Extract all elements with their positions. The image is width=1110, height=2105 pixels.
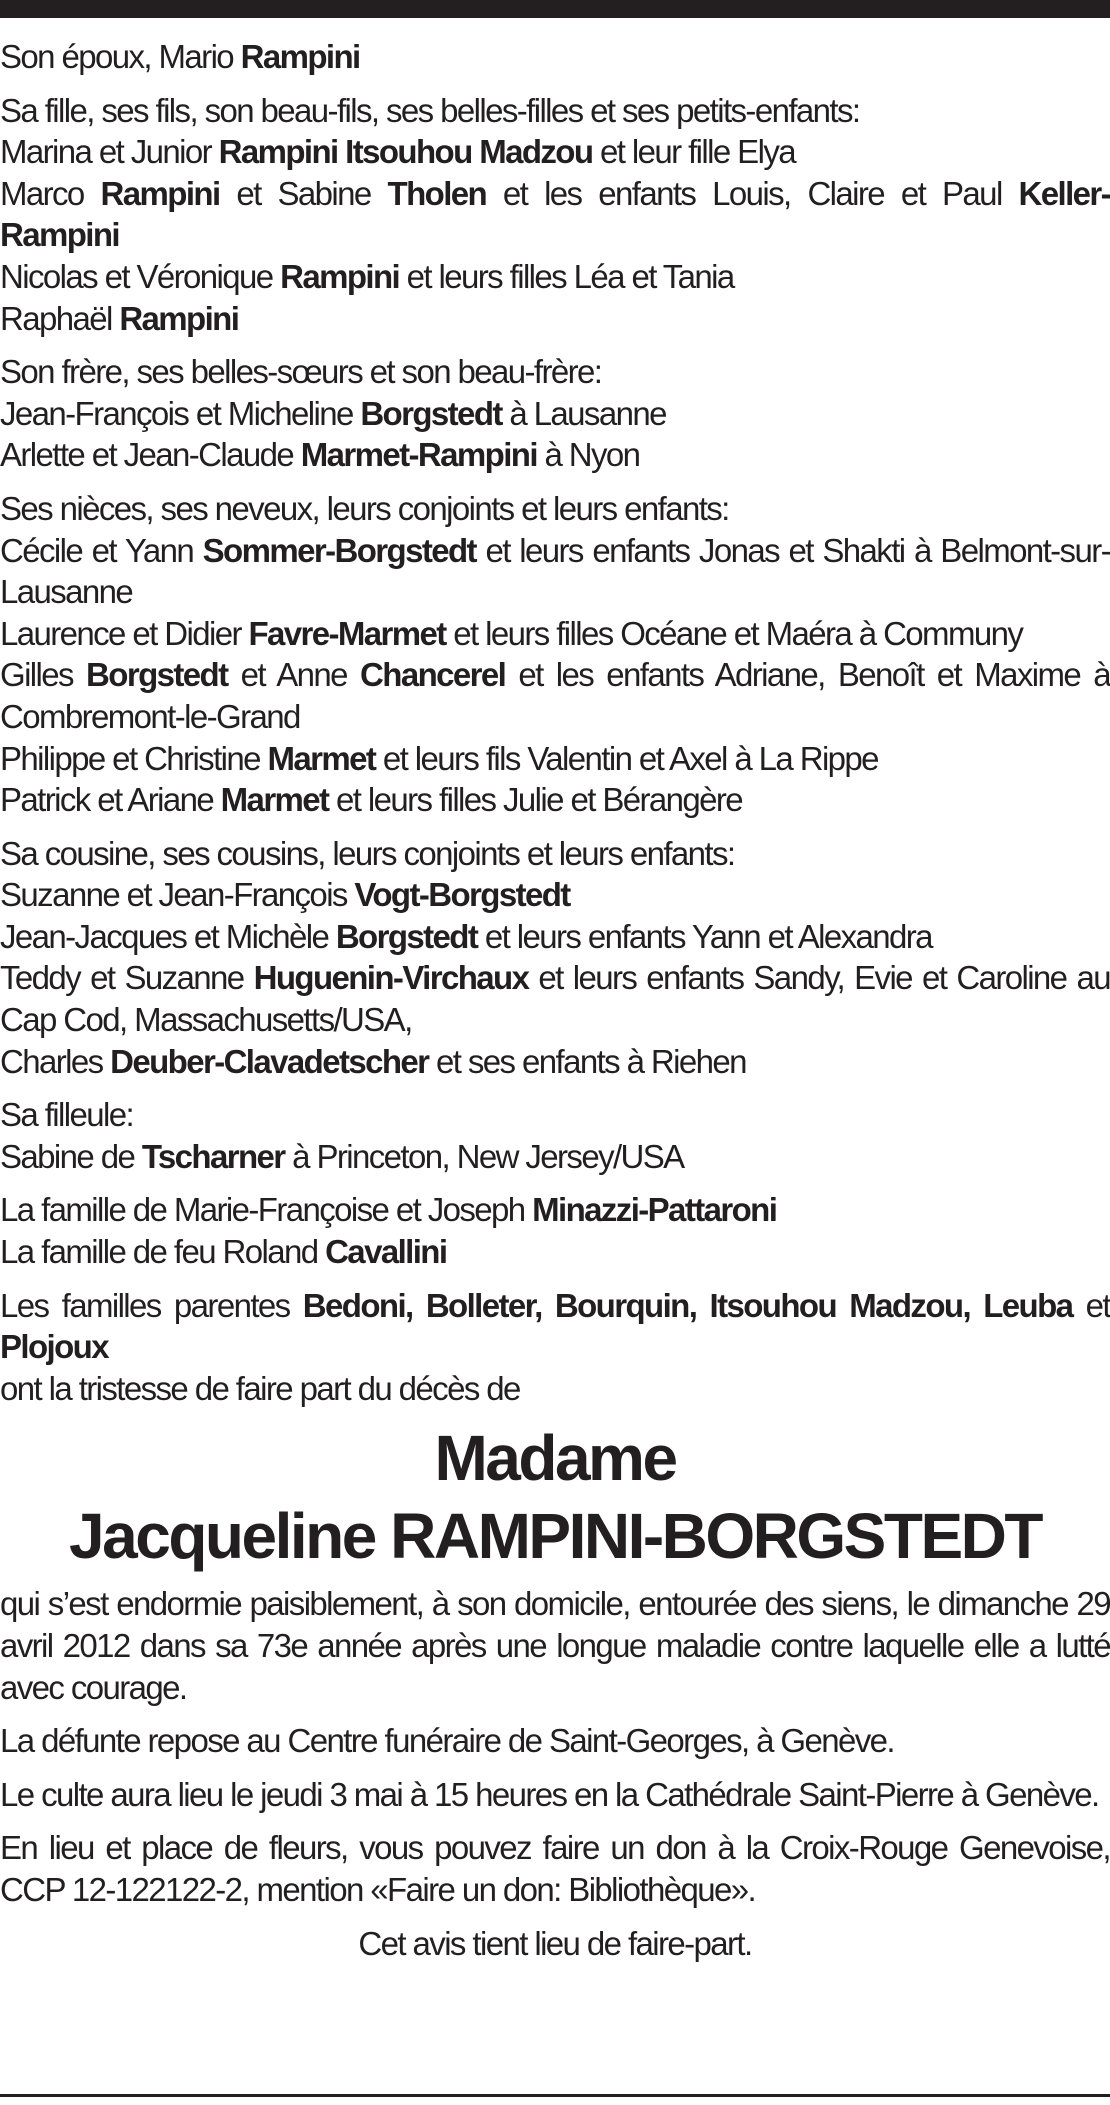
death-details: qui s’est endormie paisiblement, à son domicile, entourée des siens, le dimanche 29 avril 2012 dans sa 73e année après une longue maladie contre laquelle elle a lutté avec courage.	[0, 1585, 1110, 1706]
siblings-paragraph	[0, 351, 1110, 476]
children-heading: Sa fille, ses fils, son beau-fils, ses belles-filles et ses petits-enfants:	[0, 91, 860, 129]
service-details: Le culte aura lieu le jeudi 3 mai à 15 heures en la Cathédrale Saint-Pierre à Genève.	[0, 1775, 1099, 1813]
nieces-line-4: Philippe et Christine Marmet et leurs fils Valentin et Axel à La Rippe	[0, 739, 878, 777]
nieces-line-5: Patrick et Ariane Marmet et leurs filles Julie et Bérangère	[0, 781, 743, 819]
donation-details: En lieu et place de fleurs, vous pouvez faire un don à la Croix-Rouge Genevoise, CCP 12-122122-2, mention «Faire un don: Bibliothèque».	[0, 1829, 1110, 1908]
nieces-line-2: Laurence et Didier Favre-Marmet et leurs filles Océane et Maéra à Communy	[0, 614, 1023, 652]
top-rule	[0, 0, 1110, 18]
death-notice	[0, 36, 1110, 1976]
cousins-line-1: Suzanne et Jean-François Vogt-Borgstedt	[0, 876, 570, 914]
spouse-paragraph	[0, 36, 1110, 78]
nieces-line-3: Gilles Borgstedt et Anne Chancerel et les enfants Adriane, Benoît et Maxime à Combremont-le-Grand	[0, 656, 1110, 735]
nieces-heading: Ses nièces, ses neveux, leurs conjoints et leurs enfants:	[0, 489, 729, 527]
bottom-rule	[0, 2094, 1110, 2097]
nieces-line-1: Cécile et Yann Sommer-Borgstedt et leurs enfants Jonas et Shakti à Belmont-sur-Lausanne	[0, 531, 1110, 611]
deceased-heading	[0, 1419, 1110, 1575]
families-line-2: La famille de feu Roland Cavallini	[0, 1233, 447, 1271]
closing-line: Cet avis tient lieu de faire-part.	[358, 1924, 752, 1962]
deceased-name: Jacqueline RAMPINI-BORGSTEDT	[69, 1500, 1041, 1573]
nieces-paragraph	[0, 488, 1110, 821]
announcement-line: ont la tristesse de faire part du décès de	[0, 1369, 520, 1407]
cousins-line-3: Teddy et Suzanne Huguenin-Virchaux et leurs enfants Sandy, Evie et Caroline au Cap Cod, Massachusetts/USA,	[0, 959, 1110, 1039]
cousins-heading: Sa cousine, ses cousins, leurs conjoints et leurs enfants:	[0, 834, 735, 872]
cousins-paragraph	[0, 833, 1110, 1083]
goddaughter-line-1: Sabine de Tscharner à Princeton, New Jersey/USA	[0, 1137, 684, 1175]
spouse-name: Rampini	[240, 38, 360, 75]
families-paragraph	[0, 1189, 1110, 1272]
deceased-title: Madame	[434, 1422, 676, 1495]
relatives-line: Les familles parentes Bedoni, Bolleter, Bourquin, Itsouhou Madzou, Leuba et Plojoux	[0, 1286, 1110, 1366]
goddaughter-heading: Sa filleule:	[0, 1096, 134, 1134]
siblings-line-1: Jean-François et Micheline Borgstedt à Lausanne	[0, 394, 666, 432]
children-line-4: Raphaël Rampini	[0, 299, 239, 337]
children-line-1: Marina et Junior Rampini Itsouhou Madzou et leur fille Elya	[0, 133, 795, 171]
spouse-prefix: Son époux, Mario	[0, 38, 234, 75]
children-paragraph	[0, 90, 1110, 340]
cousins-line-4: Charles Deuber-Clavadetscher et ses enfants à Riehen	[0, 1042, 746, 1080]
goddaughter-paragraph	[0, 1094, 1110, 1177]
rest-place: La défunte repose au Centre funéraire de Saint-Georges, à Genève.	[0, 1722, 894, 1760]
siblings-heading: Son frère, ses belles-sœurs et son beau-frère:	[0, 353, 602, 391]
cousins-line-2: Jean-Jacques et Michèle Borgstedt et leurs enfants Yann et Alexandra	[0, 917, 932, 955]
families-line-1: La famille de Marie-Françoise et Joseph Minazzi-Pattaroni	[0, 1191, 777, 1229]
children-line-2: Marco Rampini et Sabine Tholen et les enfants Louis, Claire et Paul Keller-Rampini	[0, 174, 1110, 254]
siblings-line-2: Arlette et Jean-Claude Marmet-Rampini à Nyon	[0, 436, 640, 474]
relatives-paragraph	[0, 1285, 1110, 1410]
children-line-3: Nicolas et Véronique Rampini et leurs filles Léa et Tania	[0, 257, 734, 295]
